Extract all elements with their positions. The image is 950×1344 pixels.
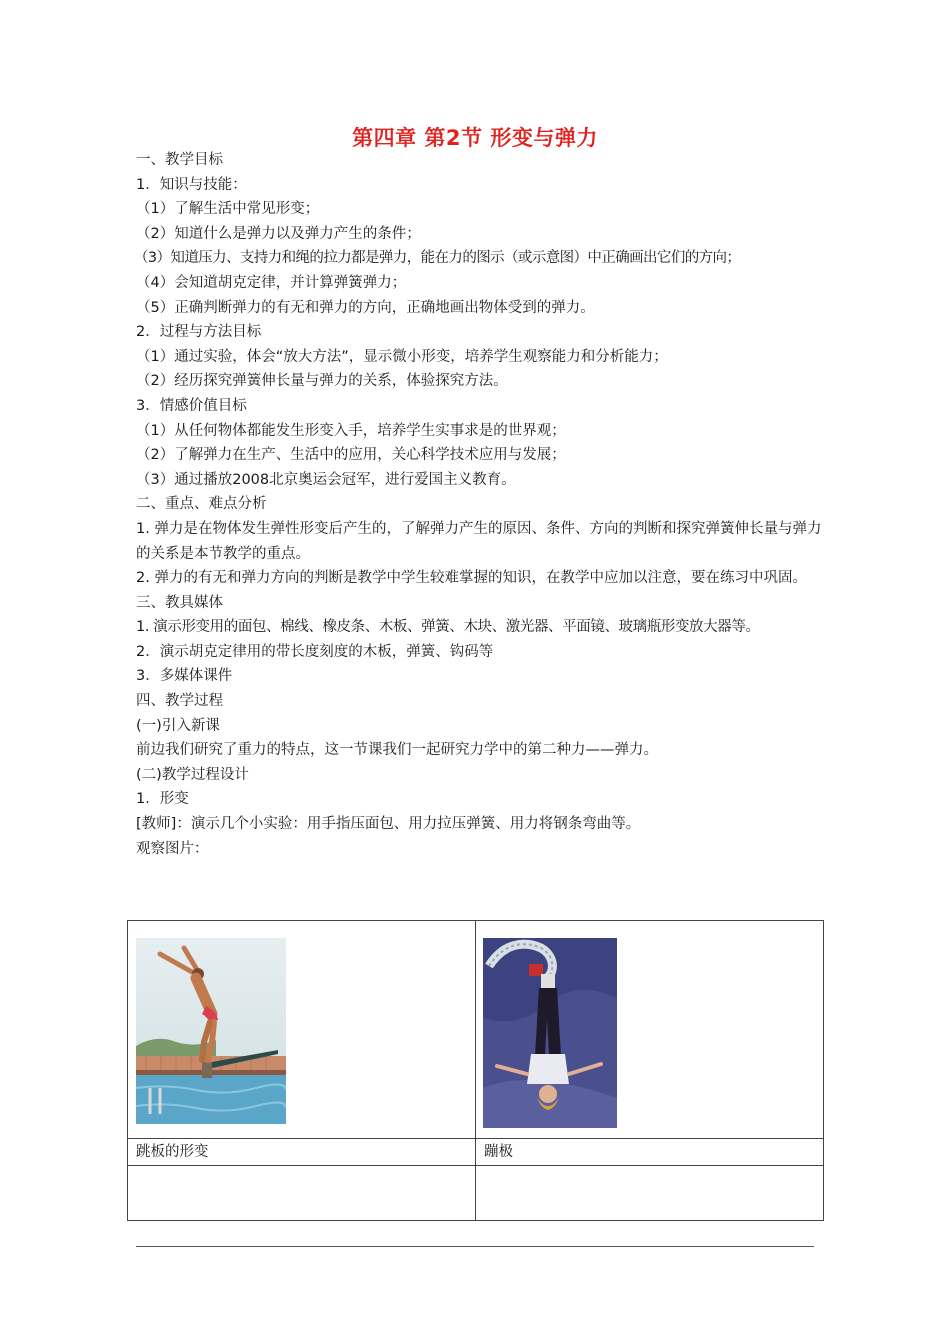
list-item: （4）会知道胡克定律，并计算弹簧弹力； [136,274,407,291]
empty-cell [128,1166,476,1221]
figure-cell-right [476,921,824,1139]
subsection-heading: 2．过程与方法目标 [136,324,262,341]
subsection-heading: 1．知识与技能： [136,176,247,193]
section-heading: 四、教学过程 [136,693,223,710]
paragraph: 2. 弹力的有无和弹力方向的判断是教学中学生较难掌握的知识，在教学中应加以注意，要在练习中巩固。 [136,570,807,587]
section-heading: 一、教学目标 [136,152,223,168]
figure-caption-left: 跳板的形变 [128,1139,476,1166]
list-item: 3．多媒体课件 [136,668,233,685]
list-item: （5）正确判断弹力的有无和弹力的方向，正确地画出物体受到的弹力。 [136,299,595,316]
document-body [136,148,826,861]
section-heading: 二、重点、难点分析 [136,496,267,513]
footer-divider [136,1246,814,1247]
list-item: （2）了解弹力在生产、生活中的应用，关心科学技术应用与发展； [136,447,566,464]
list-item: （2）经历探究弹簧伸长量与弹力的关系，体验探究方法。 [136,373,508,390]
paragraph: [教师]：演示几个小实验：用手指压面包、用力拉压弹簧、用力将钢条弯曲等。 [136,816,641,833]
list-item: （1）通过实验，体会“放大方法”，显示微小形变，培养学生观察能力和分析能力； [136,348,668,365]
list-item: （2）知道什么是弹力以及弹力产生的条件； [136,225,421,242]
empty-cell [476,1166,824,1221]
list-item: （3）通过播放2008北京奥运会冠军，进行爱国主义教育。 [136,471,516,488]
bungee-jump-image [483,938,617,1128]
list-item: （3）知道压力、支持力和绳的拉力都是弹力，能在力的图示（或示意图）中正确画出它们的方向； [134,250,741,267]
list-item: （1）了解生活中常见形变； [136,201,320,218]
paragraph: 观察图片： [136,840,209,857]
paragraph: 1. 弹力是在物体发生弹性形变后产生的，了解弹力产生的原因、条件、方向的判断和探究弹簧伸长量与弹力的关系是本节教学的重点。 [136,520,822,562]
subsection-heading: 3．情感价值目标 [136,397,247,414]
figure-caption-right: 蹦极 [476,1139,824,1166]
paragraph: 前边我们研究了重力的特点，这一节课我们一起研究力学中的第二种力——弹力。 [136,742,658,759]
subsection-heading: (一)引入新课 [136,717,220,734]
subsection-heading: (二)教学过程设计 [136,766,249,783]
figure-table [127,920,824,1221]
list-item: 2．演示胡克定律用的带长度刻度的木板，弹簧、钩码等 [136,643,494,660]
list-item: （1）从任何物体都能发生形变入手，培养学生实事求是的世界观； [136,422,566,439]
figure-cell-left [128,921,476,1139]
page-title: 第四章 第2节 形变与弹力 [352,126,598,150]
section-heading: 三、教具媒体 [136,594,223,611]
list-item: 1. 演示形变用的面包、棉线、橡皮条、木板、弹簧、木块、激光器、平面镜、玻璃瓶形变放大器等。 [136,619,760,636]
subsection-heading: 1．形变 [136,791,189,808]
diving-board-image [136,938,286,1124]
